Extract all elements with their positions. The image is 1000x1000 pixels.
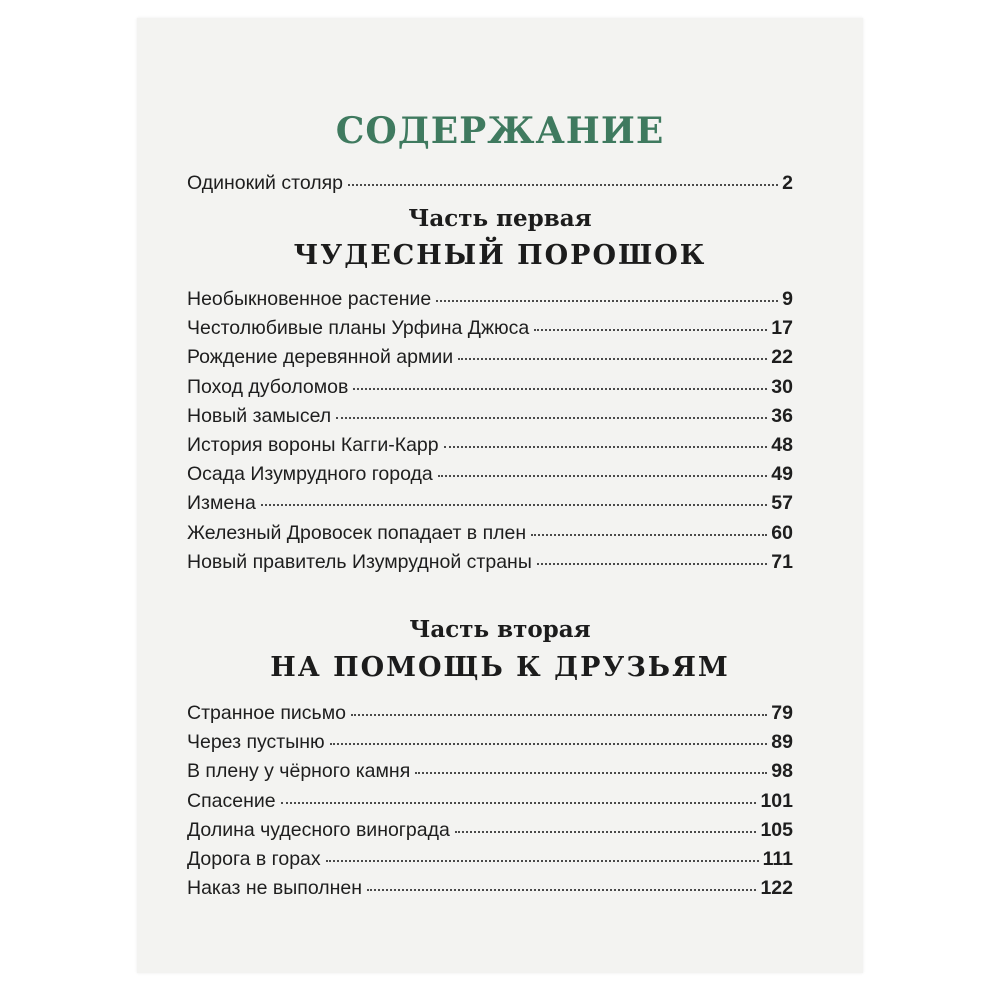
toc-entry-title: Дорога в горах <box>187 847 321 870</box>
toc-entry[interactable] <box>187 463 793 492</box>
toc-entry-page: 57 <box>771 492 793 515</box>
toc-entry-title: Измена <box>187 492 256 515</box>
toc-dot-leader <box>353 388 767 390</box>
toc-entry-title: Честолюбивые планы Урфина Джюса <box>187 317 530 340</box>
toc-entry-title: Новый правитель Изумрудной страны <box>187 550 532 573</box>
toc-entry-title: Через пустыню <box>187 731 325 754</box>
toc-entry-page: 101 <box>760 789 793 812</box>
toc-dot-leader <box>336 417 767 419</box>
toc-entry-title: Наказ не выполнен <box>187 877 363 900</box>
toc-dot-leader <box>281 802 757 804</box>
toc-entry-title: Поход дуболомов <box>187 375 349 398</box>
toc-entry-title: Необыкновенное растение <box>187 288 432 310</box>
toc-dot-leader <box>537 563 767 565</box>
toc-dot-leader <box>534 329 767 331</box>
toc-entry-title: Странное письмо <box>187 702 346 724</box>
toc-entry-page: 98 <box>771 760 793 783</box>
toc-entry-page: 49 <box>771 463 793 486</box>
toc-dot-leader <box>330 743 768 745</box>
toc-entry[interactable] <box>187 434 793 463</box>
part-two-title: НА ПОМОЩЬ К ДРУЗЬЯМ <box>270 652 730 683</box>
book-page <box>137 18 863 973</box>
toc-entry-page: 122 <box>760 877 793 900</box>
toc-dot-leader <box>415 772 767 774</box>
toc-entry-title: Рождение деревянной армии <box>187 346 454 369</box>
toc-entry-page: 36 <box>771 404 793 427</box>
toc-dot-leader <box>261 504 767 506</box>
part-one-title: ЧУДЕСНЫЙ ПОРОШОК <box>293 240 707 271</box>
toc-entry-page: 30 <box>771 375 793 398</box>
toc-entry-page: 105 <box>760 818 793 841</box>
toc-entry[interactable] <box>187 702 793 731</box>
toc-dot-leader <box>531 534 767 536</box>
toc-entry[interactable] <box>187 731 793 760</box>
part-two-label: Часть вторая <box>409 616 591 643</box>
toc-dot-leader <box>326 860 759 862</box>
toc-entry[interactable] <box>187 522 793 551</box>
toc-entry[interactable] <box>187 376 793 405</box>
toc-entry-title: Новый замысел <box>187 404 332 427</box>
toc-entry-title: Одинокий столяр <box>187 172 344 194</box>
toc-entry-title: История вороны Кагги-Карр <box>187 433 439 456</box>
toc-entry[interactable] <box>187 492 793 521</box>
toc-entry-title: Осада Изумрудного города <box>187 463 433 486</box>
toc-entry[interactable] <box>187 848 793 877</box>
toc-entry-title: Долина чудесного винограда <box>187 818 450 841</box>
toc-entry-page: 9 <box>782 288 793 310</box>
toc-entry-page: 22 <box>771 346 793 369</box>
toc-entry-page: 2 <box>782 172 793 194</box>
toc-entry-page: 48 <box>771 433 793 456</box>
toc-entry-page: 60 <box>771 521 793 544</box>
toc-entry-title: Спасение <box>187 789 276 812</box>
toc-entry[interactable] <box>187 760 793 789</box>
toc-entry[interactable] <box>187 172 793 201</box>
toc-intro-list <box>187 172 793 201</box>
toc-dot-leader <box>367 889 756 891</box>
toc-part-one-list <box>187 288 793 580</box>
toc-dot-leader <box>438 475 768 477</box>
toc-entry-title: В плену у чёрного камня <box>187 760 411 783</box>
toc-entry[interactable] <box>187 877 793 906</box>
toc-entry-page: 89 <box>771 731 793 754</box>
toc-dot-leader <box>436 300 778 302</box>
toc-dot-leader <box>351 714 767 716</box>
part-one-label: Часть первая <box>408 205 592 232</box>
toc-entry-page: 71 <box>771 550 793 573</box>
toc-entry[interactable] <box>187 317 793 346</box>
toc-part-two-list <box>187 702 793 906</box>
toc-dot-leader <box>458 358 767 360</box>
toc-dot-leader <box>348 184 778 186</box>
toc-entry-title: Железный Дровосек попадает в плен <box>187 521 527 544</box>
toc-entry[interactable] <box>187 346 793 375</box>
toc-entry[interactable] <box>187 790 793 819</box>
toc-entry-page: 79 <box>771 702 793 724</box>
toc-entry[interactable] <box>187 551 793 580</box>
toc-entry[interactable] <box>187 819 793 848</box>
toc-entry-page: 17 <box>771 317 793 340</box>
contents-title: СОДЕРЖАНИЕ <box>335 110 665 152</box>
toc-entry[interactable] <box>187 288 793 317</box>
toc-entry-page: 111 <box>762 847 793 870</box>
toc-entry[interactable] <box>187 405 793 434</box>
toc-dot-leader <box>455 831 757 833</box>
toc-dot-leader <box>444 446 768 448</box>
